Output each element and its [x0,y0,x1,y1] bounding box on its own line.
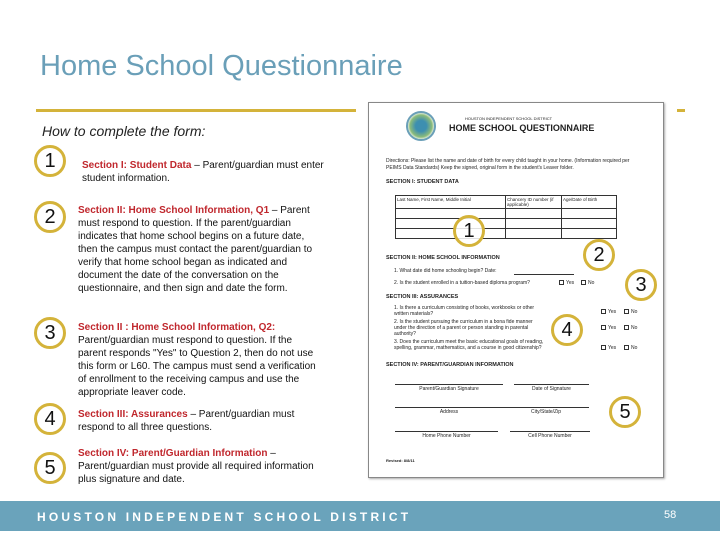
date-line [514,274,574,275]
signature-field: Parent/Guardian Signature [395,384,503,392]
section-1-heading: SECTION I: STUDENT DATA [386,179,459,185]
form-district: HOUSTON INDEPENDENT SCHOOL DISTRICT [465,116,553,121]
step-number: 1 [34,145,66,177]
column-header: Chancery ID number (if applicable) [506,196,562,209]
page-number: 58 [664,509,677,521]
footer-bar [0,501,720,531]
q2-yes-checkbox[interactable]: Yes [559,280,574,286]
step-heading: Section IV: Parent/Guardian Information [78,448,268,459]
section-4-heading: SECTION IV: PARENT/GUARDIAN INFORMATION [386,362,514,368]
step-body: – Parent/guardian must respond to all three questions. [78,409,295,433]
step-number: 4 [34,403,66,435]
a1-yes-checkbox[interactable]: Yes [601,309,616,315]
question-1: 1. What date did home schooling begin? Date: [394,268,497,274]
callout-3: 3 [625,269,657,301]
a2-no-checkbox[interactable]: No [624,325,637,331]
column-header: Last Name, First Name, Middle Initial [396,196,506,209]
address-field: Address [395,407,503,415]
step-body: – Parent/guardian must provide all required information plus signature and date. [78,448,314,485]
callout-4: 4 [551,314,583,346]
assurance-2: 2. Is the student pursuing the curriculum in a bona fide manner under the direction of a parent or person standing in parental authority? [394,319,533,337]
step-heading: Section I: Student Data [82,160,192,171]
step-body: – Parent/guardian must enter student information. [82,160,324,184]
assurance-1: 1. Is there a curriculum consisting of books, workbooks or other written materials? [394,305,535,317]
section-3-heading: SECTION III: ASSURANCES [386,294,459,300]
divider [677,109,685,112]
step-body: – Parent must respond to question. If the parent/guardian indicates that home school begins on a future date, then the campus must contact the parent/guardian to verify that home school began as indicated and document the date of the conversation on the questionnaire, and then sign and date the form. [78,205,313,294]
step-body: Parent/guardian must respond to question. If the parent responds "Yes" to Question 2, then do not use this form or L60. The campus must send a verification of enrollment to the receiving campus and use the appropriate leaver code. [78,335,316,398]
date-field: Date of Signature [514,384,589,392]
district-seal-icon [406,111,436,141]
q2-no-checkbox[interactable]: No [581,280,594,286]
subheading: How to complete the form: [42,123,206,139]
step-heading: Section III: Assurances [78,409,188,420]
column-header: Age/Date of Birth [562,196,617,209]
form-directions: Directions: Please list the name and date of birth for every child taught in your home. (Information required per PEIMS Data Standards) Keep the signed, original form in the student's Leaver folder. [386,158,630,171]
student-table [395,195,617,239]
section-2-heading: SECTION II: HOME SCHOOL INFORMATION [386,255,500,261]
a2-yes-checkbox[interactable]: Yes [601,325,616,331]
question-2: 2. Is the student enrolled in a tuition-based diploma program? [394,280,530,286]
cell-phone-field: Cell Phone Number [510,431,590,439]
divider [36,109,356,112]
form-image [368,102,664,478]
home-phone-field: Home Phone Number [395,431,498,439]
footer-district: HOUSTON INDEPENDENT SCHOOL DISTRICT [37,510,412,524]
assurance-3: 3. Does the curriculum meet the basic educational goals of reading, spelling, grammar, mathematics, and a course in good citizenship? [394,339,544,351]
a3-no-checkbox[interactable]: No [624,345,637,351]
a3-yes-checkbox[interactable]: Yes [601,345,616,351]
callout-5: 5 [609,396,641,428]
step-number: 3 [34,317,66,349]
form-title: HOME SCHOOL QUESTIONNAIRE [449,123,595,133]
page-title: Home School Questionnaire [40,50,403,82]
step-heading: Section II : Home School Information, Q2: [78,322,276,333]
step-number: 2 [34,201,66,233]
city-field: City/State/Zip [503,407,589,415]
step-heading: Section II: Home School Information, Q1 [78,205,270,216]
a1-no-checkbox[interactable]: No [624,309,637,315]
revised-date: Revised: 8/8/11 [386,458,415,463]
callout-1: 1 [453,215,485,247]
step-number: 5 [34,452,66,484]
callout-2: 2 [583,239,615,271]
